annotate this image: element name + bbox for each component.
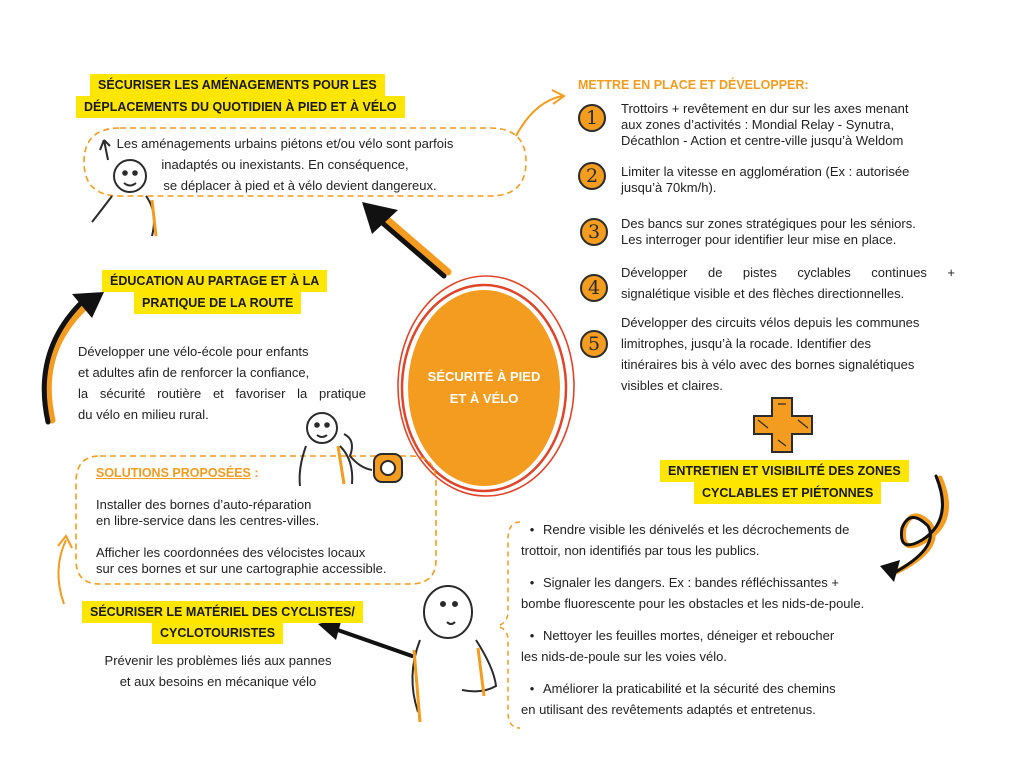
amenagements-text-line: inadaptés ou inexistants. En conséquence,	[161, 157, 409, 172]
developper-title: METTRE EN PLACE ET DÉVELOPPER:	[578, 78, 809, 92]
developper-item-line: signalétique visible et des flèches directionnelles.	[621, 286, 905, 301]
entretien-title-line2: CYCLABLES ET PIÉTONNES	[694, 482, 881, 504]
bullet-dot: •	[529, 575, 535, 590]
developper-item-line: limitrophes, jusqu’à la rocade. Identifier des	[621, 336, 872, 351]
number-badge-1: 1	[578, 104, 606, 132]
developper-item-line: jusqu’à 70km/h).	[621, 180, 717, 195]
number-badge-2: 2	[578, 162, 606, 190]
materiel-title-line2: CYCLOTOURISTES	[152, 622, 283, 644]
education-title-line1: ÉDUCATION AU PARTAGE ET À LA	[102, 270, 327, 292]
solutions-heading	[96, 466, 259, 480]
developper-item-line: itinéraires bis à vélo avec des bornes signalétiques	[621, 357, 915, 372]
solutions-text-line: Afficher les coordonnées des vélocistes locaux	[96, 545, 366, 560]
thin-arrow-top	[516, 90, 564, 136]
number-badge-3: 3	[580, 218, 608, 246]
thin-arrow-solutions	[58, 536, 72, 604]
entretien-bullets	[521, 519, 901, 731]
entretien-bullet-2	[521, 572, 901, 614]
education-title-line2: PRATIQUE DE LA ROUTE	[134, 292, 301, 314]
brace-entretien	[498, 522, 520, 728]
amenagements-text-line: Les aménagements urbains piétons et/ou vélo sont parfois	[116, 136, 454, 151]
materiel-text-line: et aux besoins en mécanique vélo	[119, 674, 317, 689]
bullet-text-line: Rendre visible les dénivelés et les décrochements de	[543, 522, 850, 537]
amenagements-text-line: se déplacer à pied et à vélo devient dangereux.	[163, 178, 437, 193]
solutions-text-1	[96, 497, 426, 529]
entretien-bullet-3	[521, 625, 901, 667]
developper-item-line: aux zones d’activités : Mondial Relay - Synutra,	[621, 117, 895, 132]
bold-arrow-up-left	[362, 202, 448, 276]
amenagements-text	[90, 133, 480, 196]
bullet-text-line: Signaler les dangers. Ex : bandes réfléchissantes +	[543, 575, 839, 590]
center-topic	[408, 290, 560, 486]
solutions-text-2	[96, 545, 432, 577]
bullet-dot: •	[529, 522, 535, 537]
materiel-text-line: Prévenir les problèmes liés aux pannes	[104, 653, 332, 668]
developper-item-4	[621, 262, 955, 304]
education-text-line: la sécurité routière et favoriser la pratique	[78, 386, 366, 401]
developper-item-5	[621, 312, 961, 396]
entretien-title-line1: ENTRETIEN ET VISIBILITÉ DES ZONES	[660, 460, 909, 482]
plus-cross-icon	[754, 398, 812, 452]
thinking-figure-icon	[412, 586, 496, 722]
developper-item-line: Développer des circuits vélos depuis les communes	[621, 315, 920, 330]
solutions-text-line: sur ces bornes et sur une cartographie accessible.	[96, 561, 387, 576]
amenagements-title-line1: SÉCURISER LES AMÉNAGEMENTS POUR LES	[90, 74, 385, 96]
developper-item-line: visibles et claires.	[621, 378, 723, 393]
center-title-line: ET À VÉLO	[449, 391, 519, 406]
solutions-title-suffix: :	[250, 466, 259, 480]
bullet-dot: •	[529, 628, 535, 643]
bullet-dot: •	[529, 681, 535, 696]
bullet-text-line: les nids-de-poule sur les voies vélo.	[521, 649, 727, 664]
developper-item-line: Limiter la vitesse en agglomération (Ex : autorisée	[621, 164, 910, 179]
materiel-title-line1: SÉCURISER LE MATÉRIEL DES CYCLISTES/	[82, 601, 363, 623]
number-badge-4: 4	[580, 274, 608, 302]
developper-item-line: Décathlon - Action et centre-ville jusqu’à Weldom	[621, 133, 904, 148]
developper-item-2	[621, 164, 961, 196]
solutions-text-line: en libre-service dans les centres-villes.	[96, 513, 320, 528]
amenagements-title-line2: DÉPLACEMENTS DU QUOTIDIEN À PIED ET À VÉLO	[76, 96, 405, 118]
solutions-title: SOLUTIONS PROPOSÉES	[96, 466, 251, 480]
center-title-line: SÉCURITÉ À PIED	[427, 369, 541, 384]
education-text-line: du vélo en milieu rural.	[78, 407, 209, 422]
bullet-text-line: Améliorer la praticabilité et la sécurité des chemins	[543, 681, 836, 696]
bullet-text-line: bombe fluorescente pour les obstacles et les nids-de-poule.	[521, 596, 865, 611]
solutions-text-line: Installer des bornes d’auto-réparation	[96, 497, 312, 512]
number-badge-5: 5	[580, 330, 608, 358]
developper-item-line: Développer de pistes cyclables continues +	[621, 265, 955, 280]
materiel-text	[80, 650, 356, 692]
developper-item-1	[621, 101, 961, 149]
developper-item-line: Trottoirs + revêtement en dur sur les axes menant	[621, 101, 909, 116]
bullet-text-line: Nettoyer les feuilles mortes, déneiger et reboucher	[543, 628, 835, 643]
developper-item-3	[621, 216, 961, 248]
education-text-line: et adultes afin de renforcer la confiance,	[78, 365, 310, 380]
bullet-text-line: en utilisant des revêtements adaptés et entretenus.	[521, 702, 816, 717]
developper-item-line: Des bancs sur zones stratégiques pour les séniors.	[621, 216, 916, 231]
education-text-line: Développer une vélo-école pour enfants	[78, 344, 309, 359]
education-text	[78, 341, 366, 425]
bullet-text-line: trottoir, non identifiés par tous les publics.	[521, 543, 760, 558]
entretien-bullet-1	[521, 519, 901, 561]
entretien-bullet-4	[521, 678, 901, 720]
developper-item-line: Les interroger pour identifier leur mise en place.	[621, 232, 897, 247]
